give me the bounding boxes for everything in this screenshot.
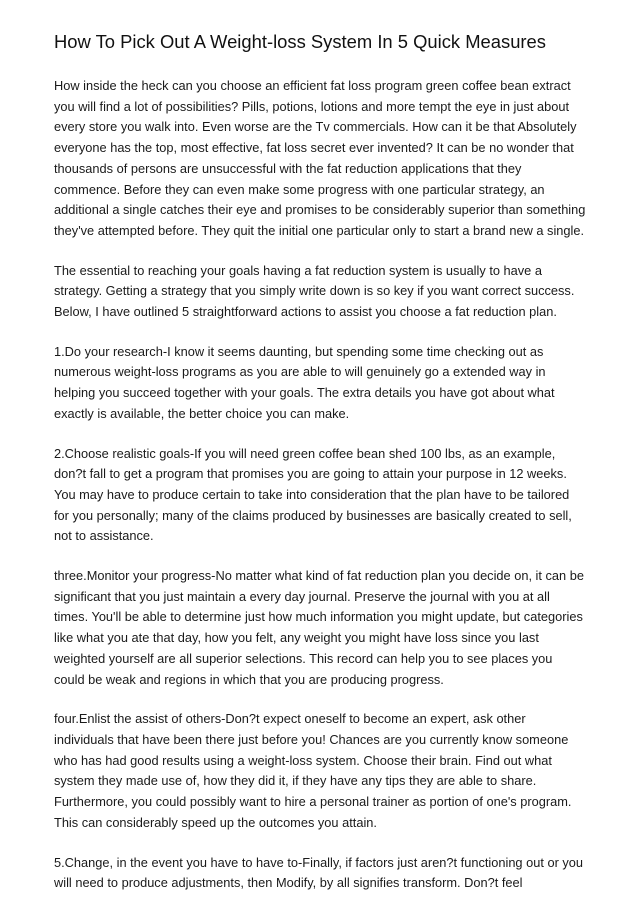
paragraph-step-5: 5.Change, in the event you have to have to-Finally, if factors just aren?t functioning out or you will need to produce adjustments, then Modify, by all signifies transform. Don?t feel [54,854,584,891]
document-title: How To Pick Out A Weight-loss System In 5 Quick Measures [54,31,546,52]
paragraph-step-4: four.Enlist the assist of others-Don?t expect oneself to become an expert, ask other individuals that have been there just before you! Chances are you currently know someone who has had good results using a weight-loss system. Choose their brain. Find out what system they made use of, how they did it, if they have any tips they are able to share. Furthermore, you could possibly want to hire a personal trainer as portion of one's program. This can considerably speed up the outcomes you attain. [54,711,572,830]
paragraph-step-1: 1.Do your research-I know it seems daunting, but spending some time checking out as numerous weight-loss programs as you are able to will genuinely go a extended way in helping you succeed together with your goals. The extra details you have got about what exactly is available, the better choice you can make. [54,343,555,421]
paragraph-strategy: The essential to reaching your goals having a fat reduction system is usually to have a strategy. Getting a strategy that you simply write down is so key if you want correct success. Below, I have outlined 5 straightforward actions to assist you choose a fat reduction plan. [54,262,575,320]
paragraph-step-2: 2.Choose realistic goals-If you will need green coffee bean shed 100 lbs, as an example, don?t fall to get a program that promises you are going to attain your purpose in 12 weeks. You may have to produce certain to take into consideration that the plan have to be tailored for you personally; many of the claims produced by businesses are basically created to sell, not to assistance. [54,445,572,544]
paragraph-step-3: three.Monitor your progress-No matter what kind of fat reduction plan you decide on, it can be significant that you just maintain a every day journal. Preserve the journal with you at all times. You'll be able to determine just how much information you might update, but categories like what you ate that day, how you felt, any weight you might have loss since you last weighted yourself are all superior selections. This record can help you to see places you could be weak and regions in which that you are producing progress. [54,568,584,687]
paragraph-intro: How inside the heck can you choose an efficient fat loss program green coffee bean extract you will find a lot of possibilities? Pills, potions, lotions and more tempt the eye in just about every store you walk into. Even worse are the Tv commercials. How can it be that Absolutely everyone has the top, most effective, fat loss secret ever invented? It can be no wonder that thousands of persons are unsuccessful with the fat reduction applications that they commence. Before they can even make some progress with one particular strategy, an additional a single catches their eye and promises to be considerably superior than something they've attempted before. They quit the initial one particular only to start a brand new a single. [54,78,586,238]
